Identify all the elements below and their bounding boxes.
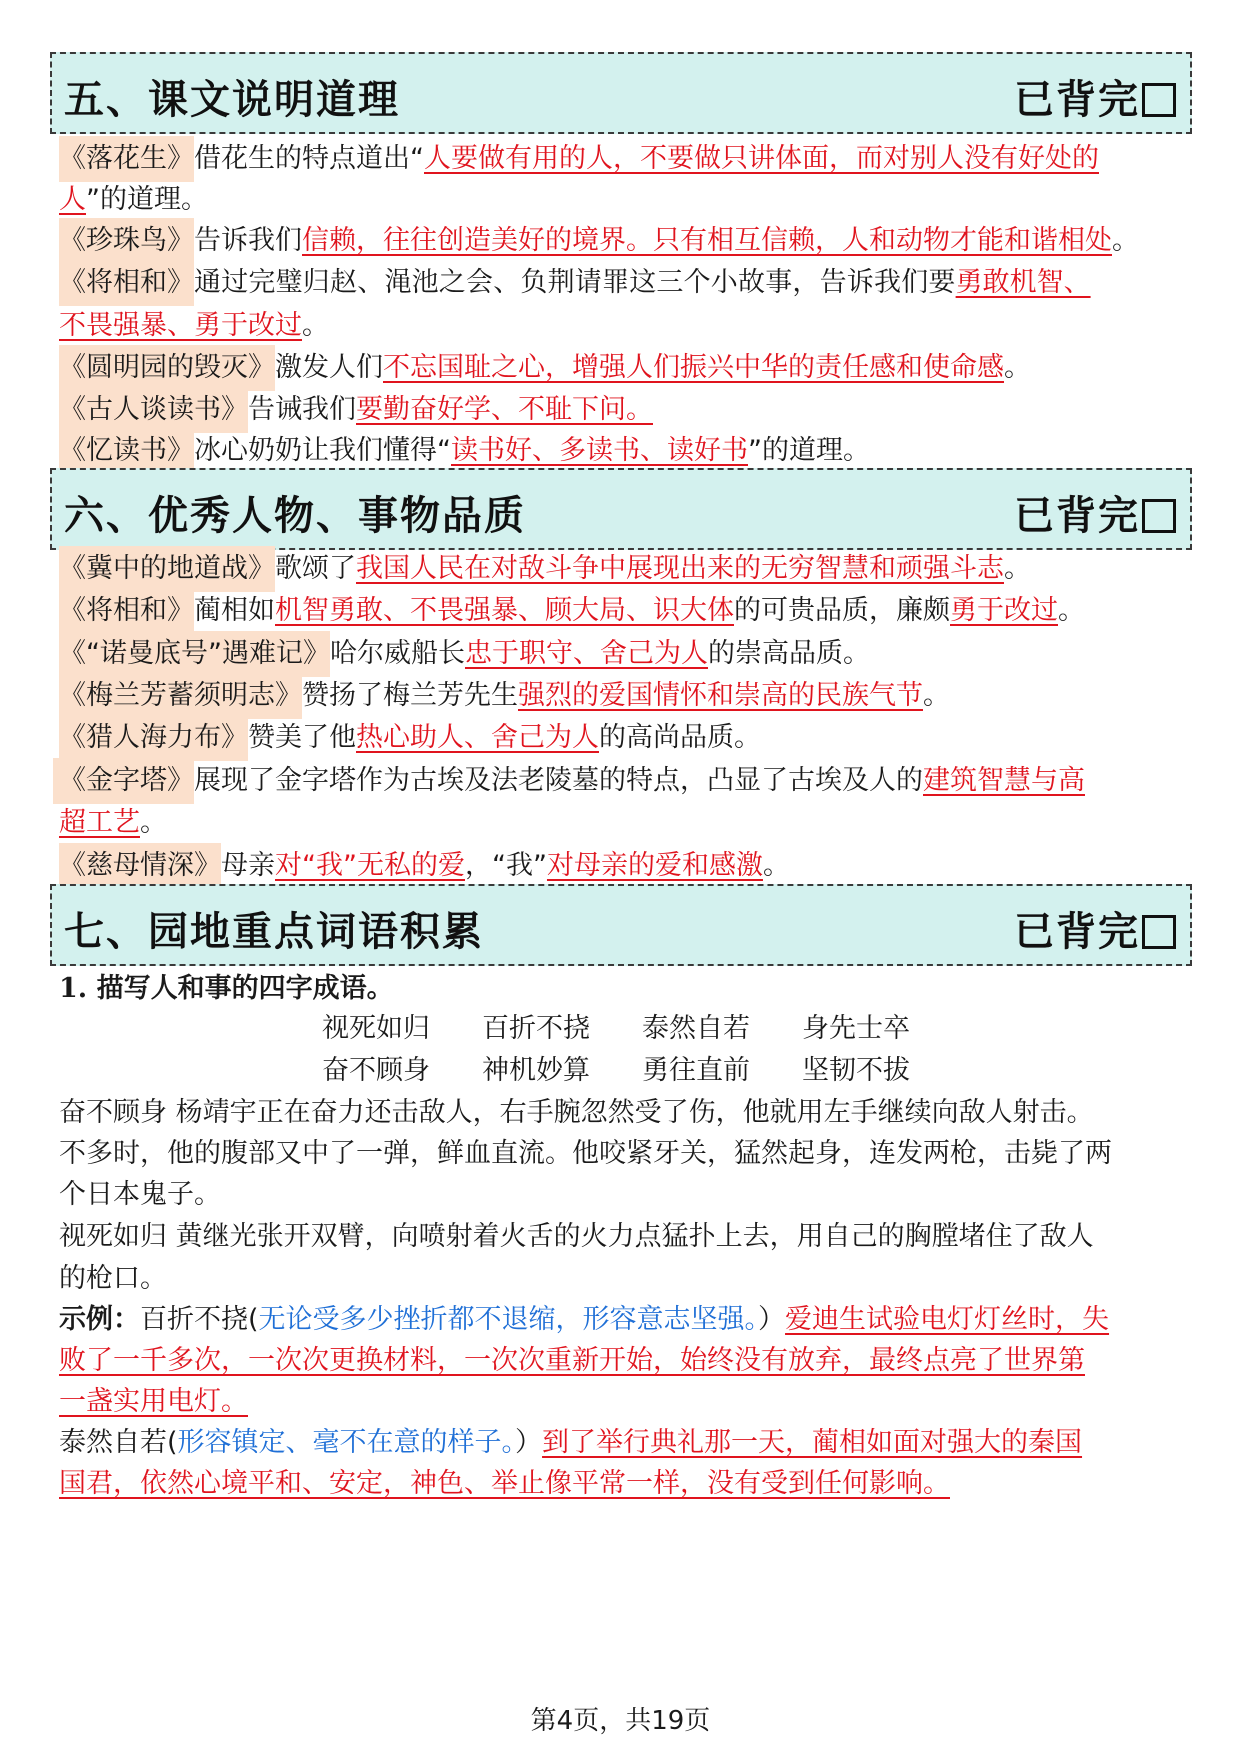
text: 。 [1004,553,1031,584]
text: 。 [1058,595,1085,626]
text: 。 [923,680,950,711]
done-label: 已背完 [1014,908,1140,955]
s6-line-8 [59,843,1199,889]
key-point: 建筑智慧与高 [923,765,1085,796]
s6-line-2 [59,588,1199,634]
text: 告诉我们 [194,225,302,256]
text: 赞扬了梅兰芳先生 [302,680,518,711]
key-point: 要勤奋好学、不耻下问。 [356,394,653,425]
idiom: 坚韧不拔 [802,1055,910,1086]
page-number: 第4页，共19页 [530,1706,711,1736]
section-5-done[interactable] [1014,68,1176,125]
key-point: 勇于改过 [950,595,1058,626]
example-line-2 [59,1338,1199,1384]
book-title: 《将相和》 [59,588,194,634]
key-point: 读书好、多读书、读好书 [451,435,748,466]
text: 。 [762,850,790,881]
p1-line-3: 个日本鬼子。 [59,1179,221,1210]
section-6-done[interactable] [1014,484,1176,541]
key-point: 不忘国耻之心，增强人们振兴中华的责任感和使命感 [383,352,1004,383]
idioms-row-1 [322,1006,962,1052]
text: 冰心奶奶让我们懂得“ [194,435,451,466]
key-point: 信赖，往往创造美好的境界。只有相互信赖，人和动物才能和谐相处 [302,225,1112,256]
text: 告诫我们 [248,394,356,425]
example2-line-2 [59,1461,1199,1507]
text: 歌颂了 [275,553,356,584]
key-point: 超工艺 [59,807,140,838]
key-point: 忠于职守、舍己为人 [464,638,708,669]
p1-line-2: 不多时，他的腹部又中了一弹，鲜血直流。他咬紧牙关，猛然起身，连发两枪，击毙了两 [59,1138,1112,1169]
text: ，“我” [464,850,547,881]
section-5-header [50,52,1192,134]
text: 通过完璧归赵、渑池之会、负荆请罪这三个小故事，告诉我们要 [194,267,956,298]
key-point: 到了举行典礼那一天，蔺相如面对强大的秦国 [542,1427,1083,1458]
s6-line-6 [59,758,1199,804]
section-7-title: 七、园地重点词语积累 [64,908,484,955]
key-point: 我国人民在对敌斗争中展现出来的无穷智慧和顽强斗志 [356,553,1004,584]
s5-line-7 [59,387,1199,433]
key-point: 人 [59,184,86,215]
checkbox-icon[interactable] [1142,83,1176,117]
section-7-header [50,884,1192,966]
section-6-header [50,468,1192,550]
s5-line-5 [59,303,1199,349]
s5-line-2 [59,177,1199,223]
book-title: 《金字塔》 [59,758,194,804]
section-6-title: 六、优秀人物、事物品质 [64,492,526,539]
book-title: 《圆明园的毁灭》 [59,345,275,391]
idiom: 视死如归 [322,1013,430,1044]
book-title: 《“诺曼底号”遇难记》 [59,631,330,677]
done-label: 已背完 [1014,492,1140,539]
text: 。 [302,310,329,341]
done-label: 已背完 [1014,76,1140,123]
text: 泰然自若( [59,1427,178,1458]
text: 借花生的特点道出“ [194,143,424,174]
key-point: 强烈的爱国情怀和崇高的民族气节 [518,680,923,711]
key-point: 国君，依然心境平和、安定，神色、举止像平常一样，没有受到任何影响。 [59,1468,950,1499]
example2-line-1 [59,1420,1199,1466]
idiom: 泰然自若 [642,1013,750,1044]
text: 赞美了他 [248,722,356,753]
book-title: 《古人谈读书》 [59,387,248,433]
s5-line-3 [59,218,1199,264]
p2-line-1: 视死如归 黄继光张开双臂，向喷射着火舌的火力点猛扑上去，用自己的胸膛堵住了敌人 [59,1221,1094,1252]
s5-line-1 [59,136,1199,182]
book-title: 《慈母情深》 [59,843,221,889]
example-line-3 [59,1379,1199,1425]
p2-line-2: 的枪口。 [59,1263,167,1294]
text: 百折不挠( [140,1304,259,1335]
text: 。 [1112,225,1139,256]
s7-subheading: 1. 描写人和事的四字成语。 [59,973,394,1004]
text: ”的道理。 [748,435,870,466]
checkbox-icon[interactable] [1142,915,1176,949]
book-title: 《梅兰芳蓄须明志》 [59,673,302,719]
example-line-1 [59,1297,1199,1343]
s6-line-4 [59,673,1199,719]
key-point: 不畏强暴、勇于改过 [59,310,302,341]
text: 展现了金字塔作为古埃及法老陵墓的特点，凸显了古埃及人的 [194,765,923,796]
key-point: 人要做有用的人，不要做只讲体面，而对别人没有好处的 [424,143,1099,174]
book-title: 《珍珠鸟》 [59,218,194,264]
key-point: 败了一千多次，一次次更换材料，一次次重新开始，始终没有放弃，最终点亮了世界第 [59,1345,1085,1376]
key-point: 一盏实用电灯。 [59,1386,248,1417]
text: ”的道理。 [86,184,208,215]
s6-line-7 [59,800,1199,846]
p1-line-1: 奋不顾身 杨靖宇正在奋力还击敌人，右手腕忽然受了伤，他就用左手继续向敌人射击。 [59,1097,1094,1128]
text: 母亲 [221,850,275,881]
definition: 形容镇定、毫不在意的样子。 [177,1427,516,1458]
text: 哈尔威船长 [329,638,465,669]
idioms-row-2 [322,1048,962,1094]
section-7-done[interactable] [1014,900,1176,957]
idiom: 勇往直前 [642,1055,750,1086]
checkbox-icon[interactable] [1142,499,1176,533]
key-point: 热心助人、舍己为人 [356,722,599,753]
book-title: 《猎人海力布》 [59,715,248,761]
s6-line-5 [59,715,1199,761]
s6-line-1 [59,546,1199,592]
key-point: 对“我”无私的爱 [275,850,465,881]
text: ） [515,1427,543,1458]
text: 蔺相如 [194,595,275,626]
book-title: 《将相和》 [59,260,194,306]
book-title: 《冀中的地道战》 [59,546,275,592]
key-point: 机智勇敢、不畏强暴、顾大局、识大体 [275,595,734,626]
section-5-title: 五、课文说明道理 [64,76,400,123]
example-label: 示例： [59,1304,140,1335]
key-point: 勇敢机智、 [955,267,1091,298]
definition: 无论受多少挫折都不退缩，形容意志坚强。 [258,1304,759,1335]
text: 。 [1004,352,1031,383]
s5-line-4 [59,260,1199,306]
idiom: 百折不挠 [482,1013,590,1044]
text: ） [758,1304,786,1335]
text: 的崇高品质。 [707,638,870,669]
key-point: 对母亲的爱和感激 [546,850,763,881]
text: 的高尚品质。 [599,722,761,753]
book-title: 《忆读书》 [59,428,194,474]
s6-line-3 [59,631,1199,677]
idiom: 神机妙算 [482,1055,590,1086]
text: 激发人们 [275,352,383,383]
text: 的可贵品质，廉颇 [734,595,950,626]
text: 。 [140,807,167,838]
s5-line-6 [59,345,1199,391]
book-title: 《落花生》 [59,136,194,182]
key-point: 爱迪生试验电灯灯丝时，失 [785,1304,1110,1335]
idiom: 身先士卒 [802,1013,910,1044]
idiom: 奋不顾身 [322,1055,430,1086]
